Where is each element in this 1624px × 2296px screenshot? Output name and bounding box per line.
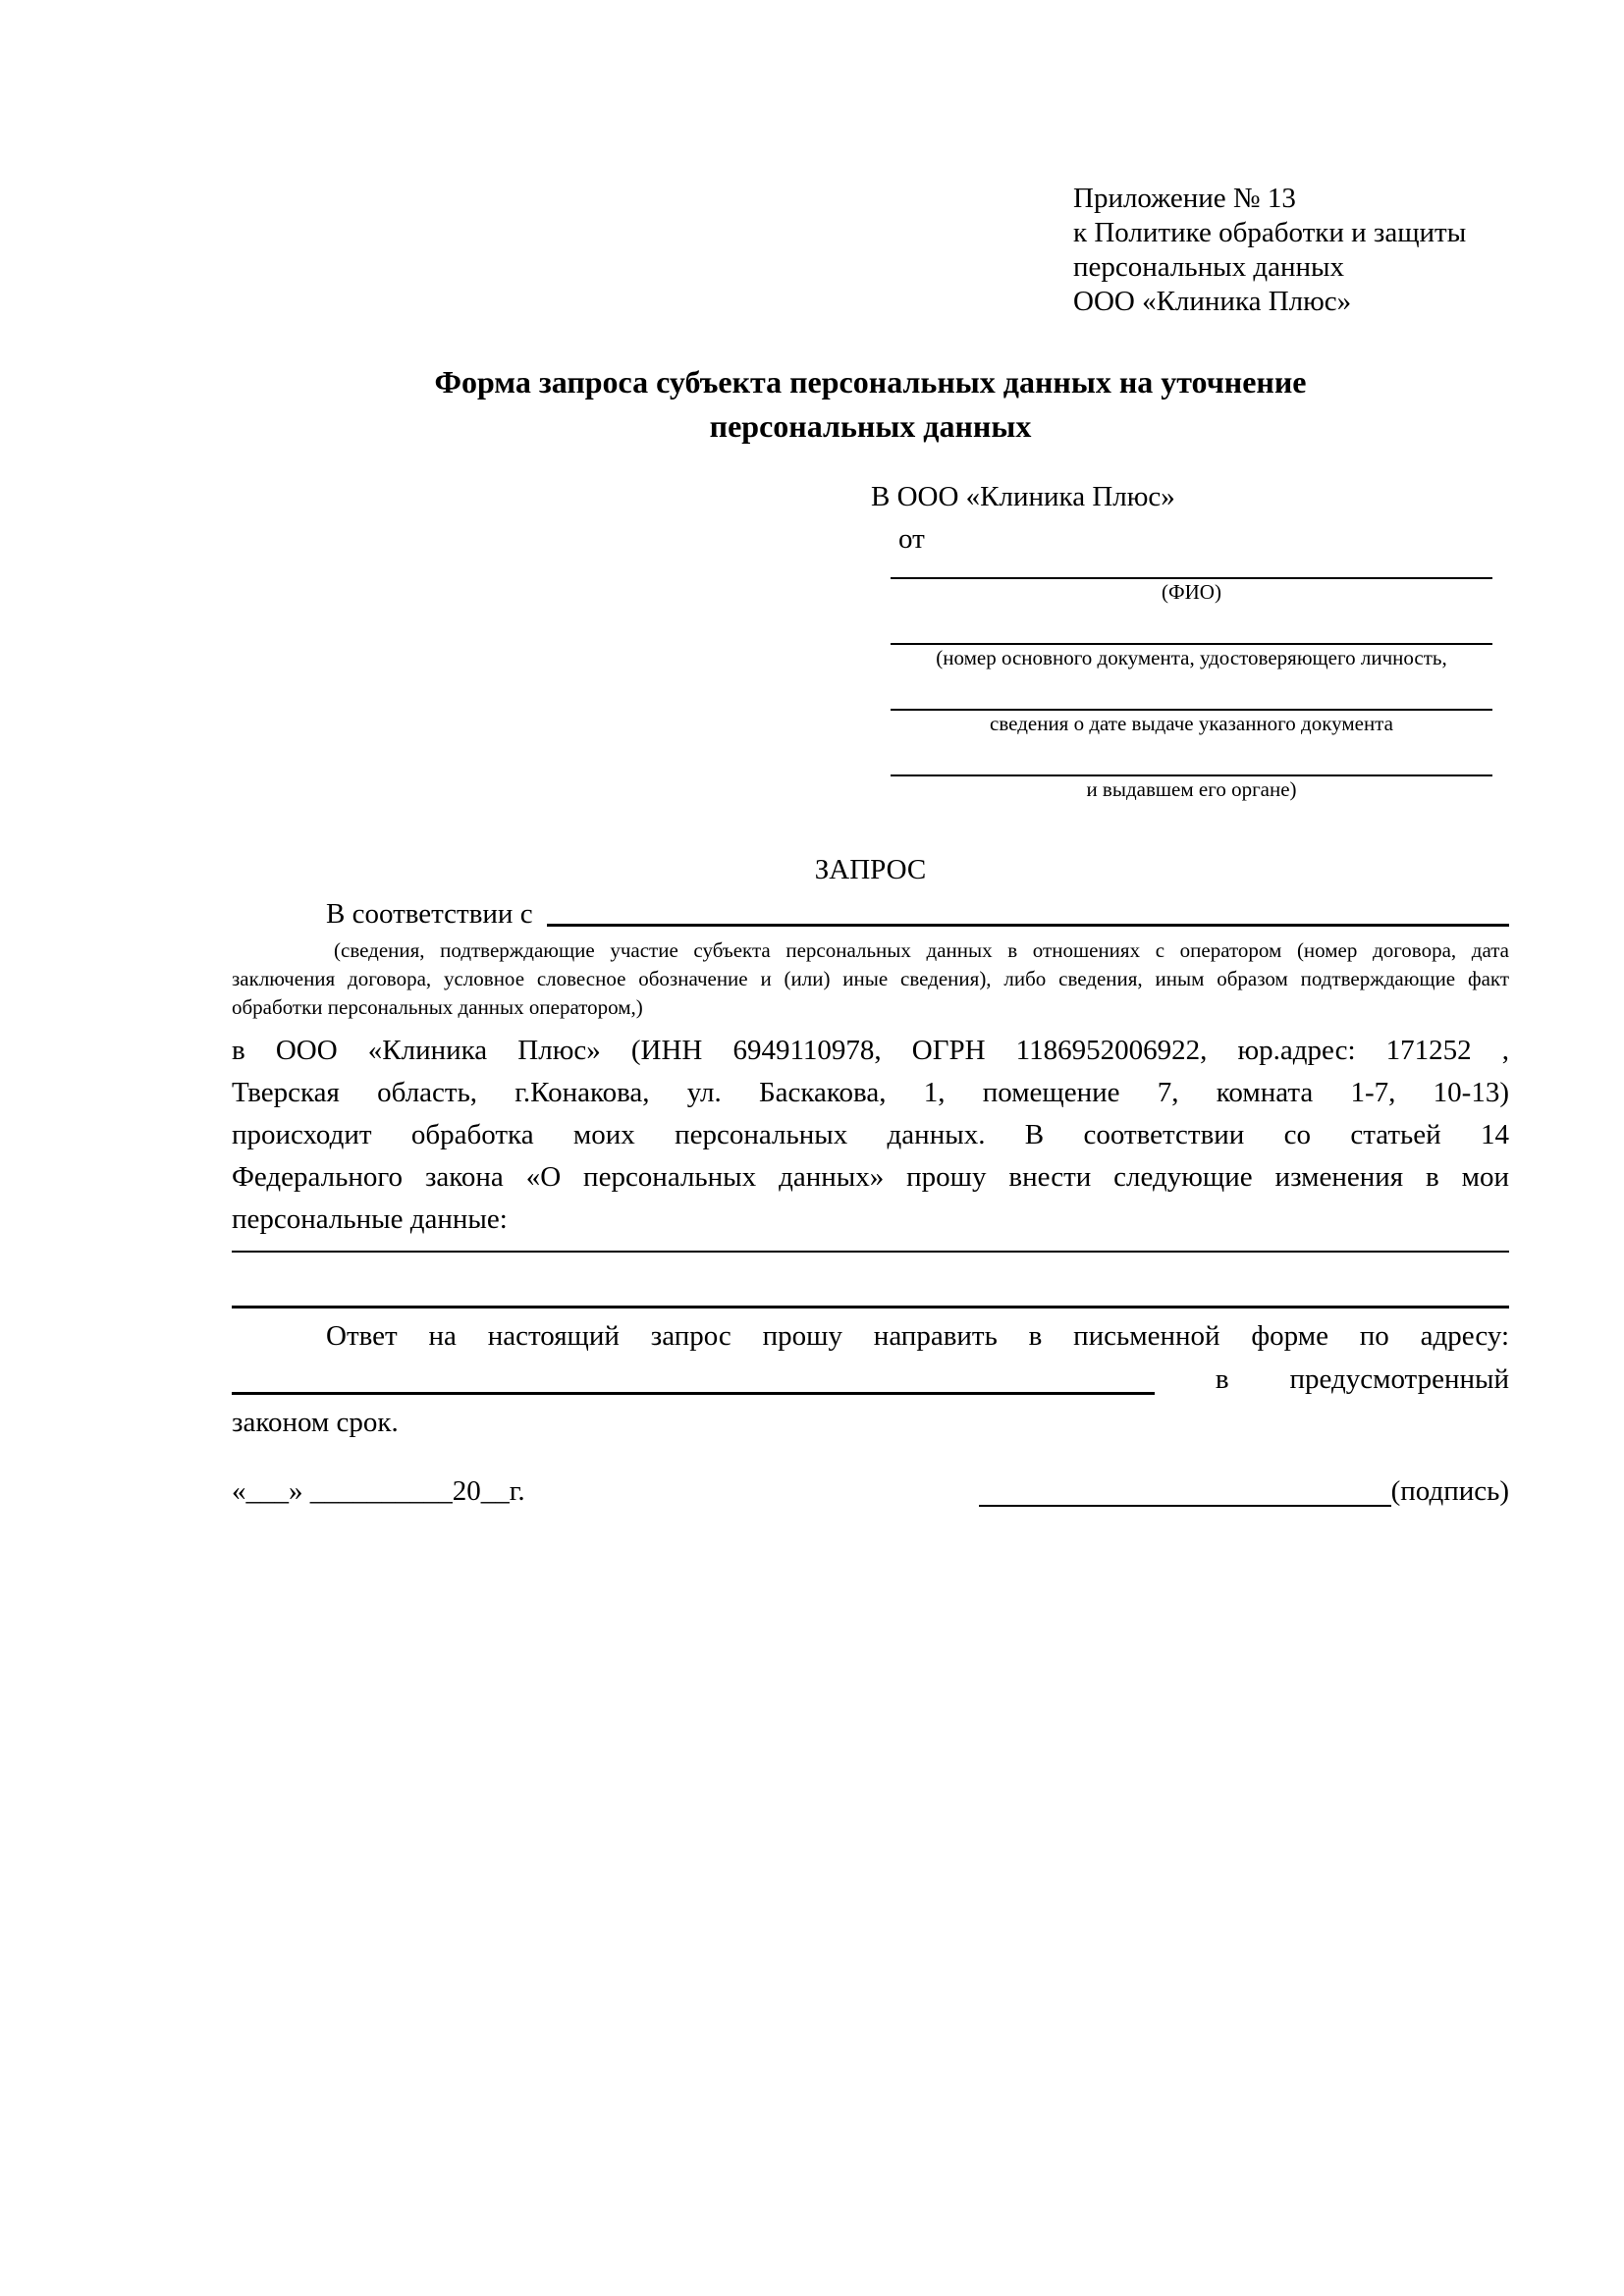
document-number-caption: (номер основного документа, удостоверяющего личность, — [936, 646, 1447, 669]
document-number-field — [891, 643, 1492, 669]
accordance-fill-line — [547, 896, 1509, 927]
body-paragraph — [232, 1030, 1509, 1241]
addressee-block — [871, 480, 1508, 801]
address-fill-row — [232, 1358, 1509, 1401]
smallprint-note — [232, 936, 1509, 1022]
fio-caption: (ФИО) — [1162, 580, 1221, 604]
annex-line: персональных данных — [1073, 251, 1345, 283]
body-line: в ООО «Клиника Плюс» (ИНН 6949110978, ОГРН 1186952006922, юр.адрес: 171252 , — [232, 1035, 1509, 1066]
addressee-from-label: от — [898, 523, 925, 555]
body-line: происходит обработка моих персональных данных. В соответствии со статьей 14 — [232, 1119, 1509, 1150]
accordance-row — [232, 896, 1509, 932]
accordance-label: В соответствии с — [326, 898, 533, 930]
addressee-organization: В ООО «Клиника Плюс» — [871, 481, 1175, 512]
request-heading: ЗАПРОС — [814, 854, 927, 885]
body-line: персональные данные: — [232, 1203, 508, 1235]
answer-word-mid: в — [1215, 1363, 1229, 1395]
annex-line: Приложение № 13 — [1073, 183, 1296, 214]
signature-area — [979, 1469, 1509, 1513]
form-title-line: Форма запроса субъекта персональных данных на уточнение — [434, 364, 1307, 400]
smallprint-line: заключения договора, условное словесное обозначение и (или) иные сведения), либо сведения, иным образом подтверждающие факт — [232, 967, 1509, 990]
answer-tail-line: законом срок. — [232, 1407, 399, 1438]
body-line: Тверская область, г.Конакова, ул. Баскакова, 1, помещение 7, комната 1-7, 10-13) — [232, 1077, 1509, 1108]
answer-word-right: предусмотренный — [1289, 1363, 1509, 1395]
issue-date-fill-line — [891, 709, 1492, 711]
annex-block — [1073, 182, 1509, 319]
annex-line: к Политике обработки и защиты — [1073, 217, 1467, 248]
issuing-authority-field — [891, 774, 1492, 801]
changes-fill-line-1 — [232, 1251, 1509, 1253]
signature-fill-line — [979, 1505, 1391, 1507]
fio-fill-line — [891, 577, 1492, 579]
body-line: Федерального закона «О персональных данных» прошу внести следующие изменения в мои — [232, 1161, 1509, 1193]
date-signature-row — [232, 1469, 1509, 1513]
fio-field — [891, 577, 1492, 604]
answer-paragraph-line: Ответ на настоящий запрос прошу направить в письменной форме по адресу: — [326, 1320, 1509, 1352]
form-title — [232, 360, 1509, 449]
form-title-line: персональных данных — [709, 408, 1032, 444]
smallprint-line: обработки персональных данных оператором,) — [232, 995, 643, 1019]
signature-caption: (подпись) — [1390, 1475, 1509, 1507]
smallprint-line: (сведения, подтверждающие участие субъекта персональных данных в отношениях с оператором (номер договора, дата — [334, 938, 1509, 962]
issue-date-caption: сведения о дате выдаче указанного документа — [990, 712, 1393, 735]
date-blank: «___» __________20__г. — [232, 1475, 525, 1507]
issuing-authority-caption: и выдавшем его органе) — [1086, 777, 1297, 801]
address-fill-line — [232, 1392, 1155, 1395]
issue-date-field — [891, 709, 1492, 735]
changes-fill-line-2 — [232, 1306, 1509, 1308]
issuing-authority-fill-line — [891, 774, 1492, 776]
annex-line: ООО «Клиника Плюс» — [1073, 286, 1352, 317]
document-number-fill-line — [891, 643, 1492, 645]
